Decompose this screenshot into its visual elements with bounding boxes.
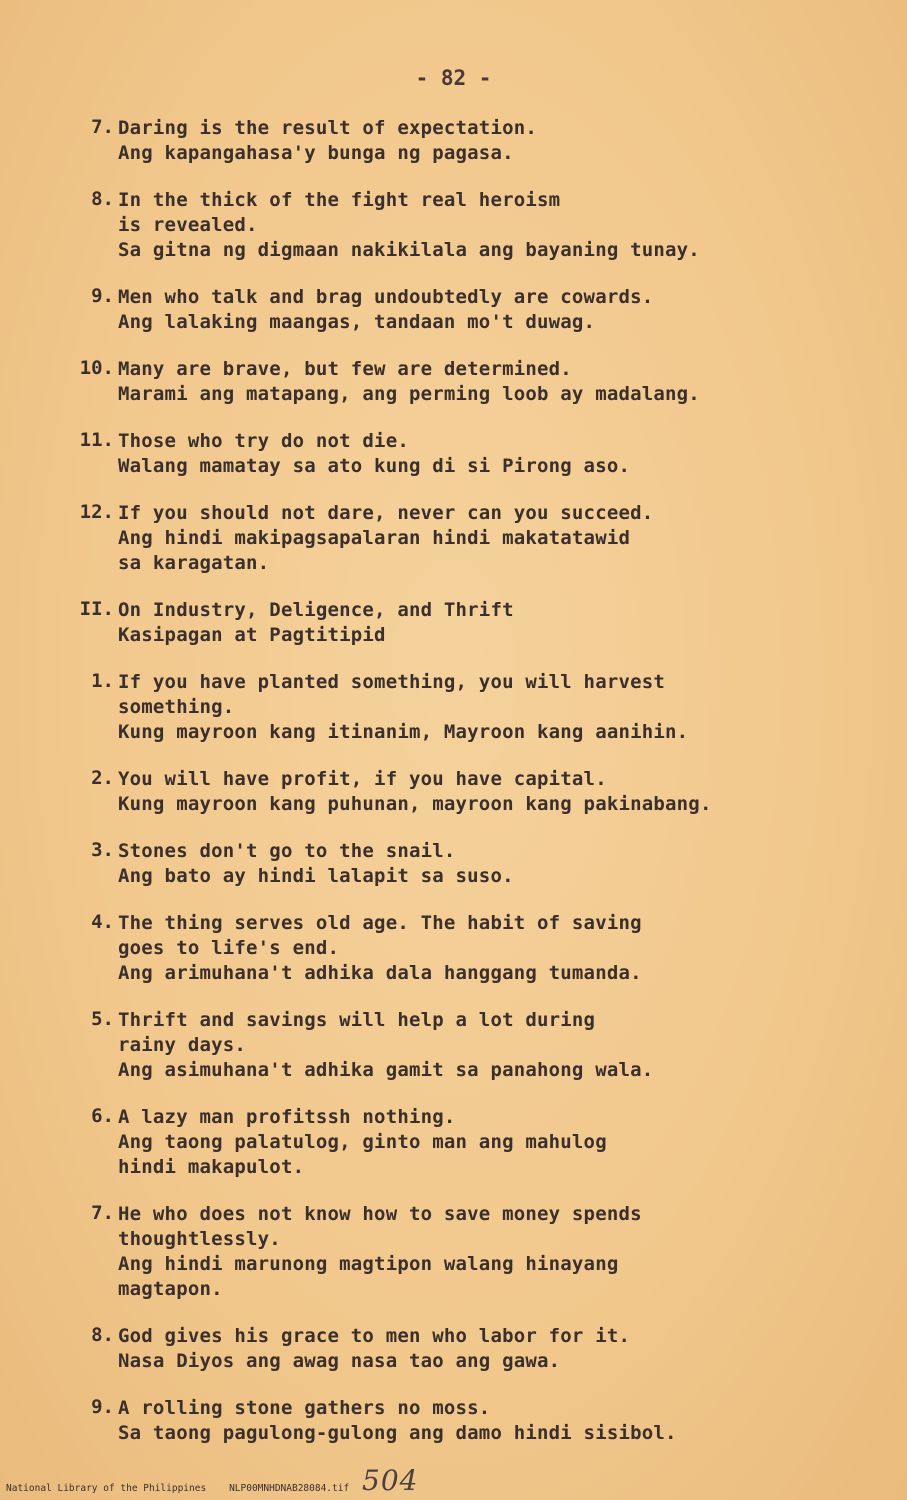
list-item [78,1105,878,1180]
item-number: 7. [91,1202,114,1224]
item-number: 8. [91,1324,114,1346]
item-line: Marami ang matapang, ang perming loob ay madalang. [118,383,700,405]
library-name: National Library of the Philippines [6,1483,207,1494]
list-item [78,1008,878,1083]
item-line: Many are brave, but few are determined. [118,358,572,380]
item-line: A rolling stone gathers no moss. [118,1397,491,1419]
item-line: Ang hindi marunong magtipon walang hinayang [118,1253,619,1275]
item-line: is revealed. [118,214,258,236]
item-line: You will have profit, if you have capital. [118,768,607,790]
item-line: Ang taong palatulog, ginto man ang mahulog [118,1131,607,1153]
item-line: Ang arimuhana't adhika dala hanggang tumanda. [118,962,642,984]
item-line: Sa gitna ng digmaan nakikilala ang bayaning tunay. [118,239,700,261]
library-footer [6,1483,349,1494]
list-item [78,911,878,986]
item-line: something. [118,696,235,718]
item-line: He who does not know how to save money spends [118,1203,642,1225]
item-number: 11. [79,429,114,451]
item-line: Men who talk and brag undoubtedly are cowards. [118,286,654,308]
item-number: 9. [91,1396,114,1418]
list-item [78,1396,878,1446]
item-line: A lazy man profitssh nothing. [118,1106,456,1128]
section-number: II. [79,598,114,620]
item-line: magtapon. [118,1278,223,1300]
list-item [78,188,878,263]
item-number: 2. [91,767,114,789]
list-item [78,501,878,576]
item-number: 6. [91,1105,114,1127]
file-name: NLP00MNHDNAB28084.tif [229,1483,350,1494]
item-line: Ang lalaking maangas, tandaan mo't duwag. [118,311,596,333]
item-line: Those who try do not die. [118,430,409,452]
list-item [78,1324,878,1374]
item-line: Ang bato ay hindi lalapit sa suso. [118,865,514,887]
item-line: If you have planted something, you will harvest [118,671,666,693]
item-line: rainy days. [118,1034,247,1056]
item-line: The thing serves old age. The habit of saving [118,912,642,934]
item-line: Kung mayroon kang puhunan, mayroon kang pakinabang. [118,793,712,815]
list-item [78,357,878,407]
handwritten-page-mark: 504 [362,1464,419,1497]
item-line: Ang kapangahasa'y bunga ng pagasa. [118,142,514,164]
item-line: Sa taong pagulong-gulong ang damo hindi sisibol. [118,1422,677,1444]
item-line: God gives his grace to men who labor for it. [118,1325,631,1347]
page-number: - 82 - [415,66,492,90]
list-item [78,429,878,479]
item-line: If you should not dare, never can you succeed. [118,502,654,524]
item-number: 3. [91,839,114,861]
item-number: 8. [91,188,114,210]
item-number: 9. [91,285,114,307]
item-line: thoughtlessly. [118,1228,281,1250]
item-line: Nasa Diyos ang awag nasa tao ang gawa. [118,1350,561,1372]
item-number: 10. [79,357,114,379]
list-item [78,285,878,335]
list-item [78,670,878,745]
item-line: In the thick of the fight real heroism [118,189,561,211]
item-line: Ang hindi makipagsapalaran hindi makatatawid [118,527,631,549]
section-two-heading [78,598,878,648]
item-number: 12. [79,501,114,523]
section-subtitle: Kasipagan at Pagtitipid [118,624,386,646]
item-line: goes to life's end. [118,937,340,959]
item-line: Daring is the result of expectation. [118,117,538,139]
item-line: Thrift and savings will help a lot during [118,1009,596,1031]
list-item [78,767,878,817]
section-one-list [78,116,878,1468]
item-number: 4. [91,911,114,933]
item-line: Kung mayroon kang itinanim, Mayroon kang aanihin. [118,721,689,743]
item-number: 5. [91,1008,114,1030]
item-number: 1. [91,670,114,692]
item-line: Ang asimuhana't adhika gamit sa panahong wala. [118,1059,654,1081]
list-item [78,839,878,889]
list-item [78,116,878,166]
item-line: hindi makapulot. [118,1156,305,1178]
item-line: Walang mamatay sa ato kung di si Pirong aso. [118,455,631,477]
list-item [78,1202,878,1302]
item-number: 7. [91,116,114,138]
item-line: sa karagatan. [118,552,270,574]
item-line: Stones don't go to the snail. [118,840,456,862]
section-title: On Industry, Deligence, and Thrift [118,599,514,621]
